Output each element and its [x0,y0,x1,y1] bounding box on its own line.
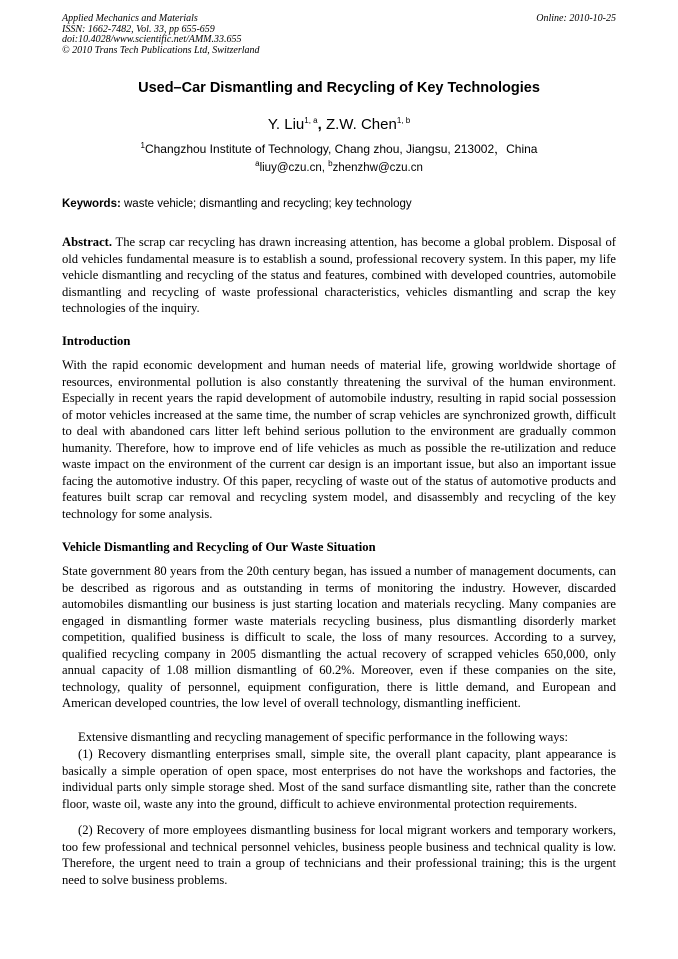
author-emails [0,159,678,174]
journal-copyright: © 2010 Trans Tech Publications Ltd, Switzerland [62,44,260,56]
email-a-mark: a [255,159,260,169]
online-date: Online: 2010-10-25 [536,13,616,24]
section-heading-waste-situation: Vehicle Dismantling and Recycling of Our Waste Situation [62,540,376,554]
affiliation-text: Changzhou Institute of Technology, Chang zhou, Jiangsu, 213002，China [144,142,538,156]
section-2-paragraph-3: (1) Recovery dismantling enterprises small, simple site, the overall plant capacity, plant appearance is basically a simple operation of open space, most enterprises do not have the workshops and factories, the individual parts only simple storage shed. Most of the sand surface dismantling site, rather than the concrete floor, waste oil, waste any into the ground, difficult to achieve environmental protection requirements. [62,747,616,811]
keywords [62,198,616,210]
author-2-affil-mark: 1, b [396,116,411,125]
journal-doi: doi:10.4028/www.scientific.net/AMM.33.655 [62,34,242,45]
author-1-name: Y. Liu [267,116,305,133]
journal-name: Applied Mechanics and Materials [62,13,198,24]
affiliation-mark: 1 [140,141,145,150]
section-2-paragraph-1: State government 80 years from the 20th century began, has issued a number of management documents, can be described as rigorous and as outstanding in terms of monitoring the industry. However, discarded automobiles dismantling our business is just starting location and materials recycling. Many companies are engaged in dismantling former waste materials recycling business, plus dismantling disorderly market competition, qualified business is difficult to scale, the loss of many resources. According to a survey, qualified recycling company in 2005 dismantling the actual recovery of scrapped vehicles 650,000, only annual capacity of 1.08 million dismantling of 60.2%. Moreover, even if these companies on the site, technology, quality of personnel, equipment configuration, there is little demand, and European and American developed countries, the low level of overall technology, dismantling inefficient. [62,564,616,711]
keywords-text: waste vehicle; dismantling and recycling; key technology [120,198,412,210]
section-2-paragraph-2: Extensive dismantling and recycling management of specific performance in the following ways: [78,730,568,744]
introduction-paragraph: With the rapid economic development and human needs of material life, growing worldwide shortage of resources, environmental pollution is also constantly threatening the survival of the human environment. Especially in recent years the rapid development of automobile industry, resulting in rapid social possession of motor vehicles increased at the same time, the number of scrap vehicles are synchronized growth, difficult to deal with abandoned cars litter left behind serious pollution to the environment are gradually common humanity. Therefore, how to improve end of life vehicles as much as possible the re-utilization and reduce waste impact on the environment of the current car design is an important issue, but also an important issue facing the automotive industry. Of this paper, recycling of waste out of the status of automotive products and features built scrap car removal and recycling system model, and disassembly and recycling of the key technology for some analysis. [62,358,616,521]
journal-issn: ISSN: 1662-7482, Vol. 33, pp 655-659 [62,23,215,35]
email-a: liuy@czu.cn, [259,162,329,174]
paper-title: Used–Car Dismantling and Recycling of Key Technologies [138,80,540,96]
email-b: zhenzhw@czu.cn [332,162,423,174]
abstract [62,234,616,317]
keywords-label: Keywords: [62,198,121,210]
author-1-affil-mark: 1, a [304,116,318,125]
author-separator: , [317,116,326,133]
author-2-name: Z.W. Chen [325,116,397,133]
affiliation [0,140,678,157]
section-2-paragraph-4: (2) Recovery of more employees dismantling business for local migrant workers and temporary workers, too few professional and technical personnel vehicles, business people business and technical quality is low. Therefore, the urgent need to train a group of technicians and their professional training; this is the urgent need to solve business problems. [62,823,616,887]
abstract-label: Abstract. [62,235,113,249]
author-line [0,116,678,133]
journal-header [62,14,616,56]
email-b-mark: b [328,159,333,169]
abstract-text: The scrap car recycling has drawn increasing attention, has become a global problem. Disposal of old vehicles fundamental measure is to establish a sound, professional recovery system. In this paper, my life vehicle dismantling and recycling of the status and features, combined with developed countries, automobile dismantling and recycling of waste professional characteristics, vehicles dismantling and scrap the key technologies of the inquiry. [62,235,616,316]
section-heading-introduction: Introduction [62,334,131,348]
